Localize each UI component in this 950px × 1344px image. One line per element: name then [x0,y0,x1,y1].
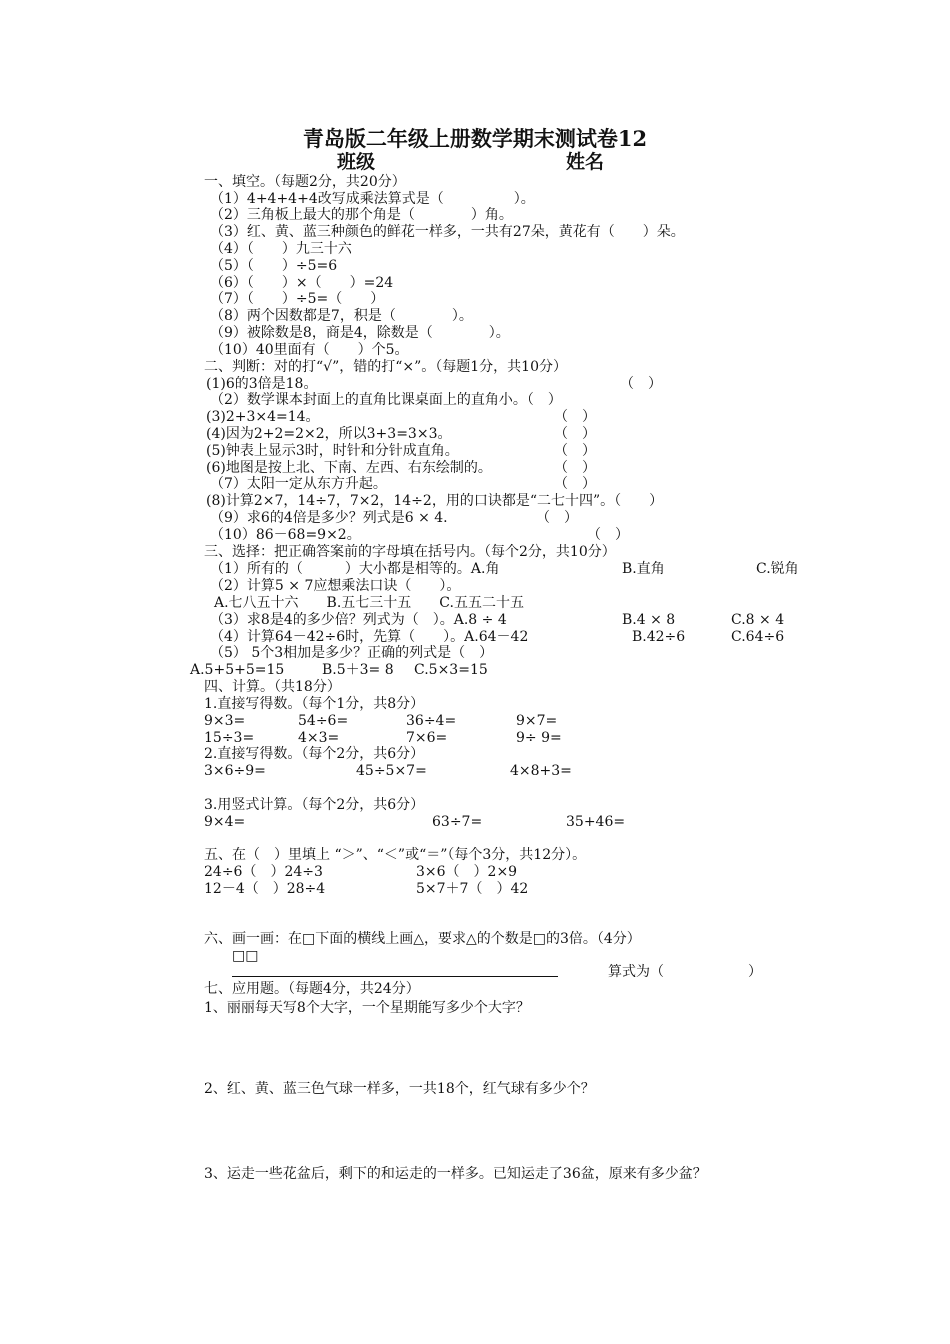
s7-question-2: 2、红、黄、蓝三色气球一样多，一共18个，红气球有多少个？ [204,1081,595,1097]
s3-q5-option-b: B.5＋3= 8 [322,662,394,678]
s1-question-2: （2）三角板上最大的那个角是（ ）角。 [210,207,513,223]
s1-question-4: （4）（ ）九三十六 [210,241,352,257]
s2-answer-paren-5: （ ） [554,443,596,459]
s2-question-8: (8)计算2×7，14÷7，7×2，14÷2，用的口诀都是“二七十四”。（ ） [206,493,664,509]
s7-question-1: 1、丽丽每天写8个大字，一个星期能写多少个大字？ [204,1000,530,1016]
section-6-heading: 六、画一画：在□下面的横线上画△，要求△的个数是□的3倍。（4分） [204,931,641,947]
s1-question-1: （1）4+4+4+4改写成乘法算式是（ ）。 [210,191,535,207]
s2-question-10: （10）86－68=9×2。 [210,527,361,543]
s2-answer-paren-3: （ ） [554,409,596,425]
s4-part-3-heading: 3.用竖式计算。（每个2分，共6分） [204,797,425,813]
s3-question-1: （1）所有的（ ）大小都是相等的。A.角 [210,561,500,577]
section-7-heading: 七、应用题。（每题4分，共24分） [204,981,420,997]
s3-q1-option-c: C.锐角 [756,561,799,577]
s4-p2-item: 3×6÷9= [204,763,266,779]
s4-p2-item: 45÷5×7= [356,763,427,779]
s4-p2-item: 4×8+3= [510,763,572,779]
s2-question-3: (3)2+3×4=14。 [206,409,320,425]
s5-compare-item: 12－4（ ）28÷4 [204,881,326,897]
s1-question-10: （10）40里面有（ ）个5。 [210,342,409,358]
s2-question-9: （9）求6的4倍是多少？列式是6 × 4. [210,510,448,526]
s2-question-4: (4)因为2+2=2×2，所以3+3=3×3。 [206,426,452,442]
exam-title: 青岛版二年级上册数学期末测试卷12 [302,126,648,151]
s1-question-7: （7）（ ）÷5=（ ） [210,291,385,307]
s2-answer-paren-1: （ ） [620,376,662,392]
s1-question-3: （3）红、黄、蓝三种颜色的鲜花一样多，一共有27朵，黄花有（ ）朵。 [210,224,685,240]
s4-p1-item: 4×3= [298,730,340,746]
s5-compare-item: 3×6（ ）2×9 [416,864,518,880]
s3-q4-option-b: B.42÷6 [632,629,686,645]
s4-p1-item: 9÷ 9= [516,730,562,746]
s3-question-3: （3）求8是4的多少倍？列式为（ ）。A.8 ÷ 4 [210,612,507,628]
s4-part-1-heading: 1.直接写得数。（每个1分，共8分） [204,696,425,712]
s2-answer-paren-4: （ ） [554,426,596,442]
s2-question-2: （2）数学课本封面上的直角比课桌面上的直角小。（ ） [210,392,562,408]
section-2-heading: 二、判断：对的打“√”，错的打“×”。（每题1分，共10分） [204,359,568,375]
s4-p1-item: 9×7= [516,713,558,729]
s4-p1-item: 54÷6= [298,713,349,729]
s3-q5-option-a: A.5+5+5=15 [190,662,285,678]
s2-question-7: （7）太阳一定从东方升起。 [210,476,387,492]
section-4-heading: 四、计算。（共18分） [204,679,341,695]
s3-q2-options: A.七八五十六 B.五七三十五 C.五五二十五 [214,595,524,611]
class-label: 班级 [337,151,376,173]
squares-figure: □□ [232,948,259,964]
s2-question-1: (1)6的3倍是18。 [206,376,318,392]
s4-p3-item: 63÷7= [432,814,483,830]
s5-compare-item: 5×7＋7（ ）42 [416,881,529,897]
s2-answer-paren-6: （ ） [554,460,596,476]
s4-part-2-heading: 2.直接写得数。（每个2分，共6分） [204,746,425,762]
s4-p1-item: 7×6= [406,730,448,746]
s6-formula-label: 算式为（ ） [608,964,762,980]
drawing-answer-line [232,976,558,977]
s3-q1-option-b: B.直角 [622,561,665,577]
s2-answer-paren-9: （ ） [536,510,578,526]
s3-q3-option-b: B.4 × 8 [622,612,676,628]
s4-p1-item: 36÷4= [406,713,457,729]
s2-answer-paren-10: （ ） [587,527,629,543]
section-5-heading: 五、在（ ）里填上 “＞”、“＜”或“＝”（每个3分，共12分）。 [204,847,587,863]
s1-question-5: （5）（ ）÷5=6 [210,258,338,274]
s4-p1-item: 15÷3= [204,730,255,746]
s3-q5-option-c: C.5×3=15 [414,662,488,678]
s4-p3-item: 9×4= [204,814,246,830]
s2-question-6: (6)地图是按上北、下南、左西、右东绘制的。 [206,460,492,476]
s4-p3-item: 35+46= [566,814,626,830]
s2-answer-paren-7: （ ） [554,476,596,492]
s3-q3-option-c: C.8 × 4 [731,612,785,628]
section-1-heading: 一、填空。（每题2分，共20分） [204,174,406,190]
s5-compare-item: 24÷6（ ）24÷3 [204,864,323,880]
s3-q4-option-c: C.64÷6 [731,629,785,645]
section-3-heading: 三、选择：把正确答案前的字母填在括号内。（每个2分，共10分） [204,544,616,560]
s1-question-6: （6）（ ）×（ ）=24 [210,275,394,291]
s3-question-4: （4）计算64－42÷6时，先算（ ）。A.64－42 [210,629,529,645]
s1-question-9: （9）被除数是8，商是4，除数是（ ）。 [210,325,510,341]
s7-question-3: 3、运走一些花盆后，剩下的和运走的一样多。已知运走了36盆，原来有多少盆？ [204,1166,707,1182]
s3-question-5: （5） 5个3相加是多少？正确的列式是（ ） [210,645,494,661]
s4-p1-item: 9×3= [204,713,246,729]
s3-question-2: （2）计算5 × 7应想乘法口诀（ ）。 [210,578,461,594]
s1-question-8: （8）两个因数都是7，积是（ ）。 [210,308,473,324]
name-label: 姓名 [566,151,605,173]
s2-question-5: (5)钟表上显示3时，时针和分针成直角。 [206,443,459,459]
